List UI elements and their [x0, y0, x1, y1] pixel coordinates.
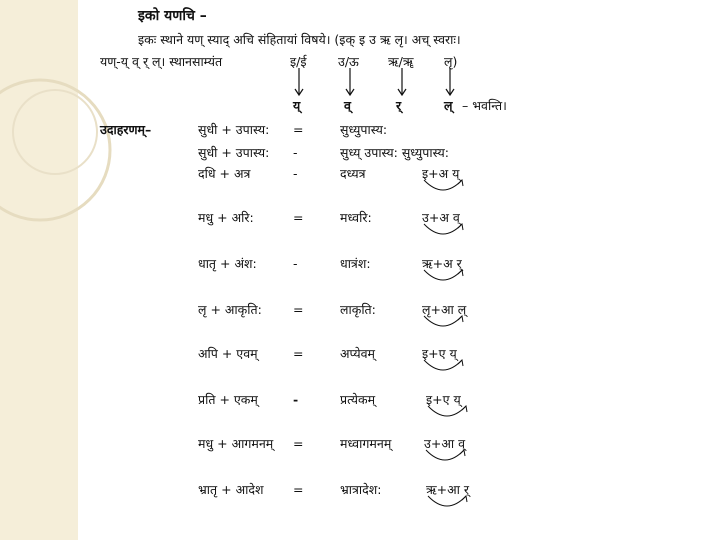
sutra-line: इकः स्थाने यण् स्याद् अचि संहितायां विषये। (इक् इ उ ऋ लृ। अच् स्वराः। — [138, 32, 461, 47]
bhavanti-text: – भवन्ति। — [462, 98, 507, 113]
example-lhs: मधु + अरि: — [198, 210, 254, 225]
example-lhs: भ्रातृ + आदेश — [198, 482, 264, 497]
example-lhs: अपि + एवम् — [198, 346, 258, 361]
yan-letter-ya: य् — [293, 98, 301, 113]
example-sandhi-note: ऋ+आ र् — [426, 482, 469, 497]
example-equals: - — [293, 166, 298, 181]
examples-heading: उदाहरणम्– — [100, 122, 152, 137]
example-lhs: मधु + आगमनम् — [198, 436, 274, 451]
example-result: सुध्य् उपास्य: सुध्युपास्य: — [340, 145, 449, 160]
example-lhs: प्रति + एकम् — [198, 392, 258, 407]
example-result: दध्यत्र — [340, 166, 366, 181]
example-sandhi-note: उ+अ व् — [422, 210, 460, 225]
example-result: प्रत्येकम् — [340, 392, 376, 407]
left-decorative-band — [0, 0, 78, 540]
example-result: धात्रंश: — [340, 256, 371, 271]
example-equals: = — [293, 436, 304, 451]
yan-letter-la: ल् — [444, 98, 453, 113]
example-result: लाकृति: — [340, 302, 376, 317]
example-lhs: दधि + अत्र — [198, 166, 251, 181]
example-equals: = — [293, 346, 304, 361]
example-equals: = — [293, 482, 304, 497]
example-sandhi-note: ऋ+अ र् — [422, 256, 462, 271]
example-equals: = — [293, 302, 304, 317]
example-sandhi-note: उ+आ व् — [424, 436, 466, 451]
example-lhs: लृ + आकृति: — [198, 302, 262, 317]
example-equals: = — [293, 210, 304, 225]
mapping-label: यण्-य् व् र् ल्। स्थानसाम्यंत — [100, 54, 223, 69]
example-lhs: सुधी + उपास्य: — [198, 145, 270, 160]
ik-letter-ri: ऋ/ॠ — [388, 54, 414, 69]
example-result: अप्येवम् — [340, 346, 375, 361]
example-result: सुध्युपास्य: — [340, 122, 388, 137]
sandhi-arcs — [78, 0, 720, 540]
example-sandhi-note: इ+अ य् — [422, 166, 460, 181]
example-equals: - — [293, 145, 298, 160]
yan-letter-ra: र् — [396, 98, 402, 113]
example-sandhi-note: इ+ए य् — [426, 392, 461, 407]
example-lhs: धातृ + अंश: — [198, 256, 257, 271]
example-equals: - — [293, 392, 299, 407]
example-sandhi-note: लृ+आ ल् — [422, 302, 467, 317]
example-equals: = — [293, 122, 304, 137]
ik-letter-i: इ/ई — [290, 54, 307, 69]
rule-title: इको यणचि – — [138, 8, 207, 24]
document-page — [78, 0, 720, 540]
example-sandhi-note: इ+ए य् — [422, 346, 457, 361]
yan-letter-va: व् — [344, 98, 351, 113]
example-result: भ्रात्रादेश: — [340, 482, 382, 497]
example-result: मध्वागमनम् — [340, 436, 392, 451]
ik-letter-lri: लृ) — [444, 54, 458, 69]
example-lhs: सुधी + उपास्य: — [198, 122, 270, 137]
example-result: मध्वरि: — [340, 210, 372, 225]
ik-letter-u: उ/ऊ — [338, 54, 359, 69]
example-equals: - — [293, 256, 298, 271]
